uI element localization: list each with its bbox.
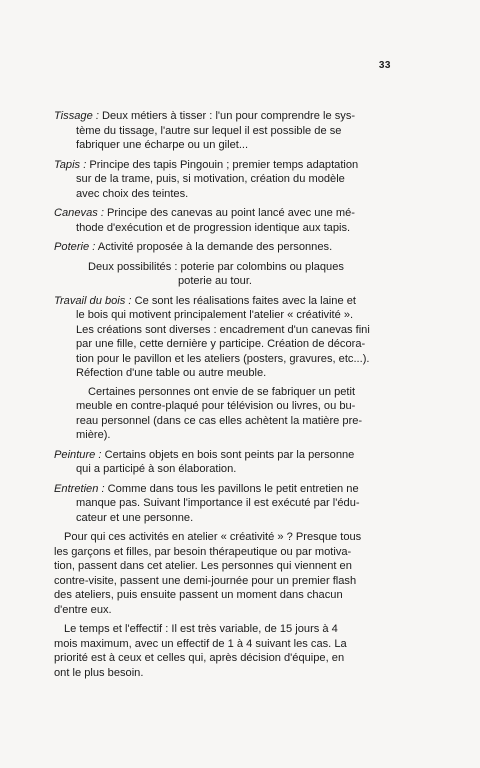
entry-line: fabriquer une écharpe ou un gilet... <box>76 139 249 151</box>
entry-line: avec choix des teintes. <box>76 187 189 200</box>
entry-line: mière). <box>76 429 111 441</box>
entry-line: par une fille, cette dernière y participe. Création de décora- <box>76 338 366 350</box>
entry-line: manque pas. Suivant l'importance il est exécuté par l'édu- <box>76 497 360 509</box>
entry-line: sur de la trame, puis, si motivation, création du modèle <box>76 173 345 185</box>
entry-line: meuble en contre-plaqué pour télévision ou livres, ou bu- <box>76 400 356 412</box>
entry-term: Travail du bois : <box>54 294 132 307</box>
entry-line: le bois qui motivent principalement l'atelier « créativité ». <box>76 309 354 321</box>
entry-term: Entretien : <box>54 482 105 495</box>
page-text <box>54 109 390 685</box>
entry-term: Tapis : <box>54 158 87 171</box>
paragraph-pour-qui <box>54 530 390 617</box>
entry-line: Les créations sont diverses : encadrement d'un canevas fini <box>76 323 370 336</box>
paragraph-line: Pour qui ces activités en atelier « créativité » ? Presque tous <box>64 531 362 543</box>
entry-peinture <box>54 448 390 477</box>
entry-first-line: Principe des canevas au point lancé avec une mé- <box>103 207 355 219</box>
entry-term: Tissage : <box>54 110 99 122</box>
entry-term: Poterie : <box>54 241 96 253</box>
entry-line: qui a participé à son élaboration. <box>76 463 237 475</box>
poterie-options-line: Deux possibilités : poterie par colombins ou plaques <box>88 260 344 273</box>
entry-poterie <box>54 240 390 255</box>
page-number: 33 <box>378 60 391 71</box>
paragraph-line: les garçons et filles, par besoin thérapeutique ou par motiva- <box>54 545 352 558</box>
paragraph-line: ont le plus besoin. <box>54 666 144 679</box>
entry-first-line: Comme dans tous les pavillons le petit entretien ne <box>104 482 359 495</box>
entry-entretien <box>54 482 390 526</box>
entry-travail-du-bois <box>54 294 390 443</box>
entry-first-line: Ce sont les réalisations faites avec la laine et <box>131 294 356 307</box>
entry-line: tème du tissage, l'autre sur lequel il est possible de se <box>76 124 342 137</box>
paragraph-line: contre-visite, passent une demi-journée pour un premier flash <box>54 574 357 587</box>
paragraph-line: Le temps et l'effectif : Il est très variable, de 15 jours à 4 <box>64 623 338 635</box>
entry-line: Certaines personnes ont envie de se fabriquer un petit <box>88 385 356 398</box>
entry-line: tion pour le pavillon et les ateliers (posters, gravures, etc...). <box>76 352 370 365</box>
paragraph-line: mois maximum, avec un effectif de 1 à 4 suivant les cas. La <box>54 637 347 650</box>
poterie-options-line: poterie au tour. <box>178 275 253 287</box>
entry-line: cateur et une personne. <box>76 511 194 524</box>
entry-term: Peinture : <box>54 448 102 461</box>
entry-line: thode d'exécution et de progression identique aux tapis. <box>76 221 351 234</box>
paragraph-line: d'entre eux. <box>54 603 112 616</box>
paragraph-line: des ateliers, puis ensuite passent un moment dans chacun <box>54 589 343 601</box>
paragraph-temps-effectif <box>54 622 390 680</box>
entry-first-line: Principe des tapis Pingouin ; premier temps adaptation <box>86 158 359 171</box>
entry-first-line: Activité proposée à la demande des personnes. <box>95 241 333 253</box>
entry-line: reau personnel (dans ce cas elles achètent la matière pre- <box>76 414 363 427</box>
entry-first-line: Certains objets en bois sont peints par la personne <box>101 448 355 461</box>
entry-term: Canevas : <box>54 207 104 219</box>
entry-line: Réfection d'une table ou autre meuble. <box>76 367 267 379</box>
entry-tissage <box>54 109 390 153</box>
poterie-options <box>54 260 390 289</box>
entry-first-line: Deux métiers à tisser : l'un pour comprendre le sys- <box>98 110 356 122</box>
paragraph-line: tion, passent dans cet atelier. Les personnes qui viennent en <box>54 560 352 572</box>
entry-tapis <box>54 158 390 202</box>
paragraph-line: priorité est à ceux et celles qui, après décision d'équipe, en <box>54 652 345 664</box>
entry-canevas <box>54 206 390 235</box>
